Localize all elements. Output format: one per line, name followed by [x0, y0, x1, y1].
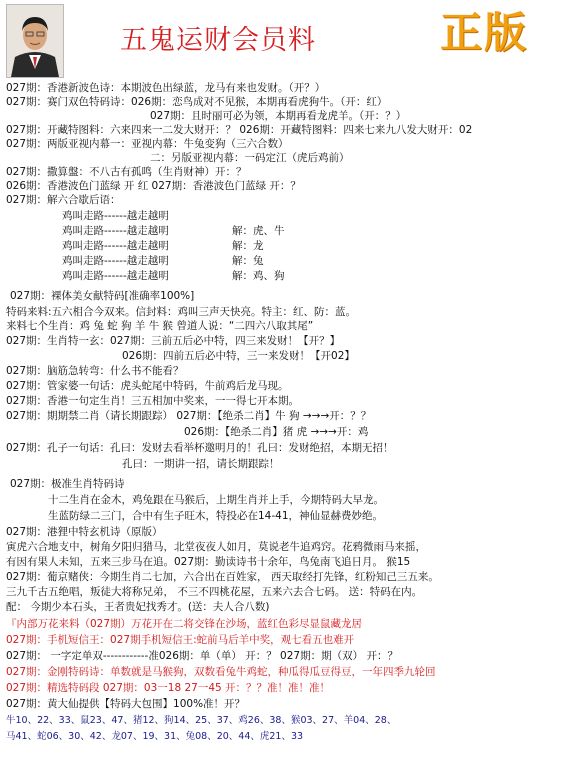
text-line: 027期：期期禁二肖（请长期跟踪） 027期：【绝杀二肖】牛 狗 →→→开：？？	[6, 410, 372, 422]
author-portrait	[6, 4, 64, 78]
poem-line: 生蓝防绿二三门，合中有生子旺木，特投必在14-41，神仙显赫费妙绝。	[48, 510, 384, 522]
poem-line: 十二生肖在金木，鸡兔跟在马猴后，上期生肖并上手，今期特码大早龙。	[48, 494, 384, 506]
text-line: 有因有果人未知，五来三步马在追。027期：勤读诗书十余年，鸟兔南飞追日月。 猴15	[6, 556, 411, 568]
text-line: 027期：开藏特图料：六来四来一二发大财开：？ 026期：开藏特图料：四来七来九八发大财开：02	[6, 124, 473, 136]
text-line: 027期：撒算盤：不八古有孤鸣（生肖财神）开：？	[6, 166, 247, 178]
text-line: 027期：香港一句定生肖！三五相加中奖来，一一得七开本期。	[6, 395, 300, 407]
text-line: 配： 今期少本石头，王者贵妃找秀才。(送：夫人合八数)	[6, 601, 270, 613]
text-line: 来料七个生肖：鸡 兔 蛇 狗 羊 牛 猴 曾道人说：“二四六八取其尾”	[6, 320, 314, 332]
text-line: 026期：【绝杀二肖】猪 虎 →→→开：鸡	[184, 426, 369, 438]
text-line: 027期：孔子一句话：孔曰：发财去看举杯邀明月的！孔曰：发财绝招，本期无招！	[6, 442, 394, 454]
text-line: 二：另版亚视内幕：一码定江（虎后鸡前）	[150, 152, 350, 164]
text-line: 027期：裸体美女献特码[准确率100%]	[10, 290, 195, 302]
text-line: 027期：且时丽可必为领，本期再看龙虎羊。（开：？）	[150, 110, 407, 122]
riddle-answer: 解：兔	[232, 255, 264, 267]
riddle-answer: 解：龙	[232, 240, 264, 252]
genuine-stamp: 正版	[440, 8, 529, 57]
highlight-line: 027期：精选特码段 027期：03一18 27一45 开：？？准！准！准！	[6, 682, 331, 694]
highlight-line: 027期：手机短信王：027期手机短信王:蛇前马后羊中奖，观七看五也难开	[6, 634, 355, 646]
text-line: 027期：黄大仙提供【特码大包围】100%准！开？	[6, 698, 246, 710]
text-line: 孔曰：一期讲一招，请长期跟踪！	[122, 458, 280, 470]
text-line: 027期：脑筋急转弯：什么书不能看？	[6, 365, 184, 377]
riddle-answer: 解：虎、牛	[232, 225, 285, 237]
number-list-line: 牛10、22、33、鼠23、47、猪12、狗14、25、37、鸡26、38、猴03、27、羊04、28、	[6, 715, 397, 726]
text-line: 026期：四前五后必中特，三一来发财！【开02】	[122, 350, 355, 362]
highlight-line: 『内部万花来料（027期）万花开在二将交锋在沙场，蓝红色彩尽显鼠藏龙居	[6, 618, 363, 630]
riddle-line: 鸡叫走路------越走越明	[62, 270, 169, 282]
portrait-image	[7, 5, 63, 77]
text-line: 027期：管家婆一句话：虎头蛇尾中特码，牛前鸡后龙马现。	[6, 380, 289, 392]
number-list-line: 马41、蛇06、30、42、龙07、19、31、兔08、20、44、虎21、33	[6, 731, 304, 742]
text-line: 027期：赛门双色特码诗：026期：恋鸟成对不见猴，本期再看虎狗牛。（开：红）	[6, 96, 388, 108]
riddle-line: 鸡叫走路------越走越明	[62, 240, 169, 252]
page-title: 五鬼运财会员料	[120, 25, 316, 56]
text-line: 三九千古五绝唱，叛徒大将称兄弟， 不三不四桃花屋，五来六去合七码。 送：特码在内。	[6, 586, 423, 598]
text-line: 027期：极准生肖特码诗	[10, 478, 125, 490]
text-line: 027期： 一字定单双------------准026期：单（单） 开：？ 027期：期（双） 开：？	[6, 650, 398, 662]
riddle-line: 鸡叫走路------越走越明	[62, 225, 169, 237]
text-line: 027期：葡京赌侠：今期生肖二七加，六合出在百姓家， 西天取经打先锋，红粉知己三五来。	[6, 571, 439, 583]
text-line: 027期：港狸中特玄机诗（原版）	[6, 526, 163, 538]
riddle-answer: 解：鸡、狗	[232, 270, 285, 282]
text-line: 寅虎六合地支中，树角夕阳归猎马，北堂夜夜人如月，莫说老牛追鸡窍。花鸦微雨马来摇，	[6, 541, 426, 553]
riddle-line: 鸡叫走路------越走越明	[62, 255, 169, 267]
text-line: 027期：生肖特一玄：027期：三前五后必中特，四三来发财！【开？】	[6, 335, 341, 347]
text-line: 027期：两版亚视内幕一：亚视内幕：牛兔变狗（三六合数）	[6, 138, 289, 150]
highlight-line: 027期：金刚特码诗：单数就是马猴狗，双数看兔牛鸡蛇，种瓜得瓜豆得豆，一年四季九轮回	[6, 666, 436, 678]
text-line: 027期：香港新波色诗：本期波色出绿蓝，龙马有来也发财。（开？）	[6, 82, 326, 94]
riddle-line: 鸡叫走路------越走越明	[62, 210, 169, 222]
text-line: 026期：香港波色门蓝绿 开 红 027期：香港波色门蓝绿 开：？	[6, 180, 301, 192]
text-line: 027期：解六合歇后语：	[6, 194, 121, 206]
text-line: 特码来料:五六相合今双来。信封料：鸡叫三声天快亮。特主：红、防：蓝。	[6, 306, 357, 318]
